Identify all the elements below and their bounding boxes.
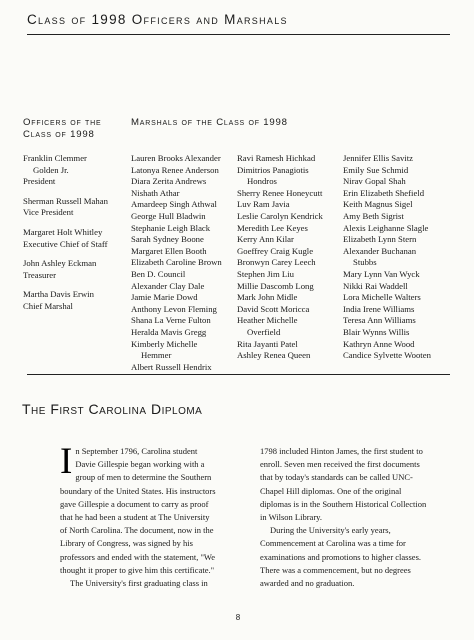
officer-entry <box>23 153 131 188</box>
article-column-right <box>260 445 430 590</box>
marshal-name: Ben D. Council <box>131 268 186 279</box>
officers-list <box>23 153 131 321</box>
officer-name: Margaret Holt Whitley <box>23 226 103 237</box>
marshal-name: Amy Beth Sigrist <box>343 210 404 221</box>
marshal-name: Jennifer Ellis Savitz <box>343 153 413 163</box>
marshal-name: Lora Michelle Walters <box>343 292 421 303</box>
marshal-name: Millie Dascomb Long <box>237 280 314 291</box>
marshal-name: Goeffrey Craig Kugle <box>237 245 314 256</box>
marshal-name: Rita Jayanti Patel <box>237 338 298 349</box>
marshal-name: Kathryn Anne Wood <box>343 338 415 349</box>
paragraph-text: n September 1796, Carolina student Davie Gillespie began working with a group of men to determine the Southern boundary of the United States. His instructors gave Gillespie a document to carry as proof that he had been a student at The University of North Carolina. The document, now in the Library of Congress, was signed by his professors and ended with the statement, "We thought it proper to give him this certificate." <box>60 446 216 575</box>
marshal-name-continued: Overfield <box>247 326 281 337</box>
marshal-name: Meredith Lee Keyes <box>237 222 308 233</box>
article-paragraph: 1798 included Hinton James, the first student to enroll. Seven men received the first documents that by today's standards can be called UNC-Chapel Hill diplomas. One of the original diplomas is in the Southern Historical Collection in Wilson Library. <box>260 446 427 523</box>
officer-role: Vice President <box>23 207 74 218</box>
marshal-name: Kerry Ann Kilar <box>237 234 294 245</box>
marshal-name-continued: Hondros <box>247 176 277 187</box>
marshal-name: Dimitrios Panagiotis <box>237 164 309 175</box>
article-column-left <box>60 441 217 590</box>
marshal-name: Alexis Leighanne Slagle <box>343 222 429 233</box>
marshal-name: Alexander Clay Dale <box>131 280 205 291</box>
marshal-name: Alexander Buchanan <box>343 245 417 256</box>
marshal-name: Stephen Jim Liu <box>237 268 294 279</box>
marshal-name: Latonya Renee Anderson <box>131 164 219 175</box>
marshal-name: Diara Zerita Andrews <box>131 176 207 187</box>
marshal-name: Luv Ram Javia <box>237 199 290 210</box>
drop-cap: I <box>60 441 73 482</box>
marshal-name: Jamie Marie Dowd <box>131 292 198 303</box>
marshal-name: Kimberly Michelle <box>131 338 198 349</box>
marshal-name: Blair Wynns Willis <box>343 326 410 337</box>
marshal-name: Albert Russell Hendrix <box>131 361 212 372</box>
marshal-name: Candice Sylvette Wooten <box>343 350 431 361</box>
marshals-column-1 <box>131 153 222 373</box>
officer-name: Sherman Russell Mahan <box>23 195 108 206</box>
section-rule <box>27 374 450 375</box>
marshal-name: Elizabeth Lynn Stern <box>343 234 417 245</box>
article-paragraph: The University's first graduating class in <box>70 578 208 589</box>
page-number: 8 <box>235 613 241 622</box>
marshals-column-2 <box>237 153 323 362</box>
marshal-name: David Scott Moricca <box>237 303 310 314</box>
marshal-name: Ashley Renea Queen <box>237 350 311 361</box>
marshal-name: Nikki Rai Waddell <box>343 280 408 291</box>
marshal-name: Erin Elizabeth Shefield <box>343 187 425 198</box>
marshal-name: Margaret Ellen Booth <box>131 245 207 256</box>
marshal-name: Elizabeth Caroline Brown <box>131 257 222 268</box>
marshal-name: Leslie Carolyn Kendrick <box>237 210 323 221</box>
marshal-name: Amardeep Singh Athwal <box>131 199 217 210</box>
article-paragraph <box>60 441 217 577</box>
officer-name: John Ashley Eckman <box>23 258 97 269</box>
officer-entry <box>23 227 131 250</box>
page-title: Class of 1998 Officers and Marshals <box>27 12 288 27</box>
title-rule <box>27 34 450 35</box>
officer-name: Franklin Clemmer <box>23 153 87 163</box>
officer-name: Martha Davis Erwin <box>23 289 94 300</box>
marshal-name-continued: Stubbs <box>353 257 377 268</box>
marshal-name: Anthony Levon Fleming <box>131 303 217 314</box>
marshal-name: Bronwyn Carey Leech <box>237 257 316 268</box>
marshal-name: Nirav Gopal Shah <box>343 176 406 187</box>
marshal-name: Sarah Sydney Boone <box>131 234 204 245</box>
marshal-name: Heralda Mavis Gregg <box>131 326 207 337</box>
officer-name-continued: Golden Jr. <box>33 164 69 175</box>
marshal-name: George Hull Bladwin <box>131 210 206 221</box>
officer-role: Treasurer <box>23 269 56 280</box>
marshal-name: Sherry Renee Honeycutt <box>237 187 323 198</box>
marshal-name: Mark John Midle <box>237 292 298 303</box>
marshal-name: Nishath Athar <box>131 187 180 198</box>
marshal-name-continued: Hemmer <box>141 350 172 361</box>
article-paragraph: During the University's early years, Commencement at Carolina was a time for examinations and promotions to higher classes. There was a commencement, but no degrees awarded and no graduation. <box>260 525 421 589</box>
marshal-name: Heather Michelle <box>237 315 298 326</box>
article-heading: The First Carolina Diploma <box>22 401 203 417</box>
marshal-name: Mary Lynn Van Wyck <box>343 268 420 279</box>
marshal-name: Shana La Verne Fulton <box>131 315 211 326</box>
marshals-heading: Marshals of the Class of 1998 <box>131 117 288 128</box>
marshal-name: Teresa Ann Williams <box>343 315 416 326</box>
marshal-name: Lauren Brooks Alexander <box>131 153 221 163</box>
marshal-name: Emily Sue Schmid <box>343 164 409 175</box>
officers-heading: Officers of the Class of 1998 <box>23 117 102 140</box>
officer-entry <box>23 289 131 312</box>
officer-role: Executive Chief of Staff <box>23 238 108 249</box>
marshal-name: India Irene Williams <box>343 303 415 314</box>
marshal-name: Stephanie Leigh Black <box>131 222 211 233</box>
marshal-name: Ravi Ramesh Hichkad <box>237 153 316 163</box>
marshal-name: Keith Magnus Sigel <box>343 199 413 210</box>
officer-role: President <box>23 176 56 187</box>
officer-entry <box>23 196 131 219</box>
officer-entry <box>23 258 131 281</box>
officer-role: Chief Marshal <box>23 300 73 311</box>
marshals-column-3 <box>343 153 431 362</box>
